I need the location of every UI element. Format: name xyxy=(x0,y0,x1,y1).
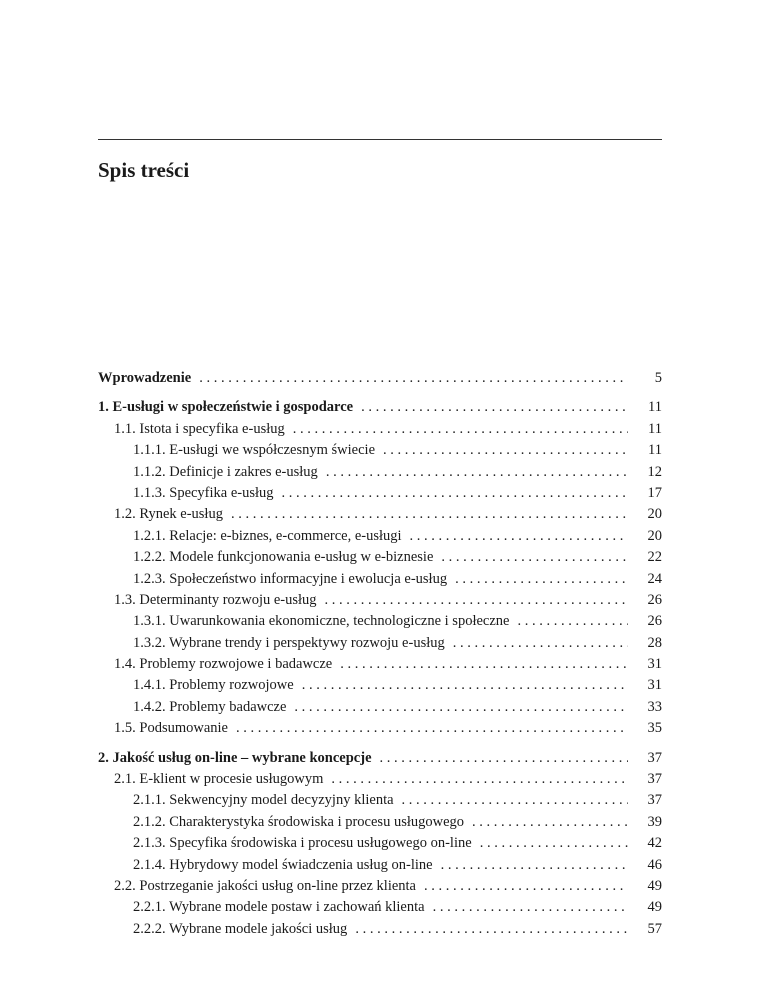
dot-leader xyxy=(383,440,628,461)
toc-entry-label: 2.1.2. Charakterystyka środowiska i procesu usługowego xyxy=(133,813,465,830)
dot-leader xyxy=(455,569,628,590)
toc-entry-label: 2.1.3. Specyfika środowiska i procesu usługowego on-line xyxy=(133,835,472,852)
toc-entry-label: 1.4.1. Problemy rozwojowe xyxy=(133,677,294,694)
dot-leader xyxy=(293,419,628,440)
toc-entry-page: 31 xyxy=(647,677,662,694)
toc-entry xyxy=(98,440,662,461)
dot-leader xyxy=(472,812,628,833)
toc-entry-page: 42 xyxy=(647,835,662,852)
toc-entry-label: 1.3.2. Wybrane trendy i perspektywy rozwoju e-usług xyxy=(133,634,445,651)
toc-entry xyxy=(98,654,662,675)
toc-entry-page: 46 xyxy=(647,856,662,873)
toc-entry-page: 26 xyxy=(647,591,662,608)
toc-entry xyxy=(98,919,662,940)
toc-entry-page: 20 xyxy=(647,527,662,544)
toc-entry-label: 1.4.2. Problemy badawcze xyxy=(133,698,287,715)
toc-chapter-entry xyxy=(98,368,662,389)
toc-entry xyxy=(98,569,662,590)
toc-entry-label: 1.2.3. Społeczeństwo informacyjne i ewolucja e-usług xyxy=(133,570,448,587)
dot-leader xyxy=(282,483,628,504)
toc-entry-label: 2.1.4. Hybrydowy model świadczenia usług on-line xyxy=(133,856,433,873)
toc-entry xyxy=(98,675,662,696)
toc-entry xyxy=(98,812,662,833)
dot-leader xyxy=(236,718,628,739)
toc-entry-page: 5 xyxy=(654,370,662,386)
toc-entry-label: 1.1.1. E-usługi we współczesnym świecie xyxy=(133,442,376,459)
dot-leader xyxy=(480,833,628,854)
toc-entry-page: 31 xyxy=(647,656,662,673)
toc-entry-page: 35 xyxy=(647,720,662,737)
toc-entry-page: 33 xyxy=(647,698,662,715)
toc-entry xyxy=(98,790,662,811)
toc-entry-label: 1.3.1. Uwarunkowania ekonomiczne, technologiczne i społeczne xyxy=(133,613,510,630)
toc-chapter-entry xyxy=(98,748,662,769)
toc-entry-label: 1.4. Problemy rozwojowe i badawcze xyxy=(114,656,333,673)
toc-entry-page: 11 xyxy=(648,442,662,459)
toc-entry xyxy=(98,633,662,654)
dot-leader xyxy=(410,526,628,547)
toc-entry-label: 1.2.1. Relacje: e-biznes, e-commerce, e-usługi xyxy=(133,527,402,544)
toc-entry-page: 26 xyxy=(647,613,662,630)
toc-entry-page: 12 xyxy=(647,463,662,480)
page-title: Spis treści xyxy=(98,158,190,182)
toc-entry-label: 1.1.3. Specyfika e-usług xyxy=(133,484,274,501)
dot-leader xyxy=(340,654,628,675)
toc-entry xyxy=(98,855,662,876)
dot-leader xyxy=(199,368,628,389)
toc-entry-label: 2.2.2. Wybrane modele jakości usług xyxy=(133,920,348,937)
dot-leader xyxy=(231,504,628,525)
toc-chapter-entry xyxy=(98,397,662,418)
dot-leader xyxy=(433,897,628,918)
dot-leader xyxy=(441,855,628,876)
dot-leader xyxy=(361,397,628,418)
dot-leader xyxy=(380,748,628,769)
toc-entry-label: 2.2.1. Wybrane modele postaw i zachowań klienta xyxy=(133,899,425,916)
table-of-contents xyxy=(98,368,662,940)
dot-leader xyxy=(325,590,628,611)
toc-entry-label: 1.1. Istota i specyfika e-usług xyxy=(114,420,285,437)
toc-entry xyxy=(98,833,662,854)
toc-entry-label: Wprowadzenie xyxy=(98,370,192,386)
toc-entry-page: 49 xyxy=(647,877,662,894)
toc-entry-page: 28 xyxy=(647,634,662,651)
toc-entry xyxy=(98,611,662,632)
toc-entry-label: 2.1.1. Sekwencyjny model decyzyjny klienta xyxy=(133,792,394,809)
toc-entry-page: 37 xyxy=(647,749,662,766)
toc-entry-page: 37 xyxy=(647,771,662,788)
toc-entry xyxy=(98,526,662,547)
header-rule xyxy=(98,139,662,140)
toc-entry-label: 2.1. E-klient w procesie usługowym xyxy=(114,771,324,788)
toc-entry-page: 37 xyxy=(647,792,662,809)
toc-entry xyxy=(98,876,662,897)
toc-entry xyxy=(98,504,662,525)
toc-entry xyxy=(98,462,662,483)
toc-entry xyxy=(98,547,662,568)
dot-leader xyxy=(294,697,628,718)
toc-entry-page: 17 xyxy=(647,484,662,501)
toc-entry-page: 11 xyxy=(648,399,662,416)
toc-entry-label: 1.2.2. Modele funkcjonowania e-usług w e-biznesie xyxy=(133,549,434,566)
toc-entry-page: 11 xyxy=(648,420,662,437)
toc-entry-page: 39 xyxy=(647,813,662,830)
toc-entry-page: 49 xyxy=(647,899,662,916)
toc-entry-page: 20 xyxy=(647,506,662,523)
dot-leader xyxy=(517,611,628,632)
toc-entry xyxy=(98,483,662,504)
toc-entry-label: 1.5. Podsumowanie xyxy=(114,720,228,737)
toc-entry-page: 24 xyxy=(647,570,662,587)
toc-entry xyxy=(98,897,662,918)
toc-entry-label: 2.2. Postrzeganie jakości usług on-line przez klienta xyxy=(114,877,416,894)
dot-leader xyxy=(355,919,628,940)
toc-entry xyxy=(98,697,662,718)
toc-entry xyxy=(98,419,662,440)
dot-leader xyxy=(424,876,628,897)
toc-entry-label: 1.1.2. Definicje i zakres e-usług xyxy=(133,463,318,480)
toc-entry-page: 22 xyxy=(647,549,662,566)
dot-leader xyxy=(331,769,628,790)
dot-leader xyxy=(441,547,628,568)
toc-entry xyxy=(98,590,662,611)
dot-leader xyxy=(453,633,628,654)
toc-entry-label: 1. E-usługi w społeczeństwie i gospodarce xyxy=(98,399,354,416)
dot-leader xyxy=(326,462,628,483)
toc-entry-label: 2. Jakość usług on-line – wybrane koncepcje xyxy=(98,749,372,766)
dot-leader xyxy=(302,675,628,696)
toc-entry-label: 1.3. Determinanty rozwoju e-usług xyxy=(114,591,317,608)
toc-entry-label: 1.2. Rynek e-usług xyxy=(114,506,223,523)
toc-entry xyxy=(98,718,662,739)
dot-leader xyxy=(402,790,628,811)
toc-entry-page: 57 xyxy=(647,920,662,937)
toc-entry xyxy=(98,769,662,790)
